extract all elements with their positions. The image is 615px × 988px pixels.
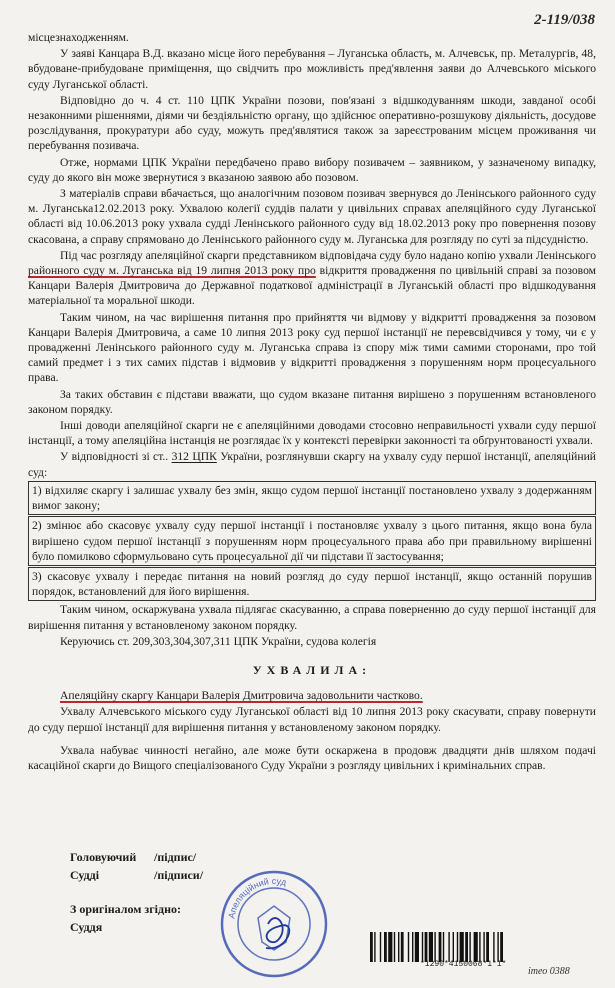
case-number: 2-119/038	[534, 12, 595, 28]
judge-label: Суддя	[70, 920, 103, 934]
option-box	[28, 516, 596, 566]
option-box	[28, 481, 596, 515]
underlined-span: 312 ЦПК	[171, 450, 217, 464]
certification-block	[70, 900, 181, 936]
paragraph: Таким чином, оскаржувана ухвала підлягає скасуванню, а справа поверненню до суду першої інстанції для вирішення питання у встановленому законом порядку.	[28, 603, 596, 632]
judges-signature: /підписи/	[154, 868, 204, 882]
signature-block	[70, 848, 203, 884]
paragraph-hearing	[28, 248, 596, 309]
red-underlined-span: Апеляційну скаргу Канцари Валерія Дмитровича задовольнити частково.	[60, 689, 423, 703]
signature-row	[70, 848, 203, 866]
text-span: Під час розгляду апеляційної скарги представником відповідача суду було надано копію ухвали Ленінського	[60, 248, 596, 262]
option-item: 1) відхиляє скаргу і залишає ухвалу без змін, якщо судом першої інстанції постановлено ухвалу з додержанням вимог закону;	[32, 483, 592, 513]
paragraph: місцезнаходженням.	[28, 31, 129, 44]
paragraph: Відповідно до ч. 4 ст. 110 ЦПК України позови, пов'язані з відшкодуванням шкоди, завданої особі незаконними рішеннями, діями чи бездіяльністю органу, що здійснює оперативно-розшукову діяльність, досудове розслідування, прокуратури або суду, можуть пред'являтися також за зареєстрованим місцем проживання чи перебування позивача.	[28, 93, 596, 153]
paragraph: Керуючись ст. 209,303,304,307,311 ЦПК України, судова колегія	[60, 634, 377, 648]
document-body	[28, 30, 596, 774]
text-span: У відповідності зі ст..	[60, 450, 172, 464]
paragraph: Таким чином, на час вирішення питання про прийняття чи відмову у відкритті провадження за позовом Канцари Валерія Дмитровича, а саме 10 липня 2013 року суд першої інстанції не перевсвідчився у тому, чи є у провадженні Ленінського районного суду м. Луганська справа із спору між тими самими сторонами, про той самий предмет і з тих самих підстав і відмовив у відкритті провадження з порушенням норм процесуального права.	[28, 310, 596, 385]
red-underlined-span: районного суду м. Луганська від 19 липня 2013 року про	[28, 264, 316, 278]
paragraph: Отже, нормами ЦПК України передбачено право вибору позивачем – заявником, у зазначеному випадку, суду до якого він може звернутися з вказаною заявою або позовом.	[28, 155, 596, 184]
presiding-label: Головуючий	[70, 850, 137, 864]
court-stamp-icon	[218, 868, 330, 980]
decision-paragraph: Ухвала набуває чинності негайно, але може бути оскаржена в продовж двадцяти днів шляхом подачі касаційної скарги до Вищого спеціалізованого Суду України з розгляду цивільних і кримінальних справ.	[28, 743, 596, 772]
decision-heading: УХВАЛИЛА:	[252, 662, 372, 677]
barcode-icon	[370, 932, 590, 962]
presiding-signature: /підпис/	[154, 850, 197, 864]
paragraph: За таких обставин є підстави вважати, що судом вказане питання вирішено з порушенням встановленого законом порядку.	[28, 387, 596, 416]
signature-row	[70, 866, 203, 884]
option-item: 2) змінює або скасовує ухвалу суду першої інстанції і постановляє ухвалу з цього питання, якщо вона була вирішено судом першої інстанції з порушенням норм процесуального права або при правильному вирішенні було помилково сформульовано суть процесуальної дії чи підстави її застосування;	[32, 519, 592, 563]
option-item: 3) скасовує ухвалу і передає питання на новий розгляд до суду першої інстанції, якщо останній порушив порядок, встановлений для його вирішення.	[32, 569, 592, 599]
paragraph-312	[28, 449, 596, 479]
paragraph: З матеріалів справи вбачається, що аналогічним позовом позивач звернувся до Ленінського районного суду м. Луганська12.02.2013 року. Ухвалою колегії суддів палати у цивільних справах апеляційного суду Луганської області від 10.06.2013 року ухвала судді Ленінського районного суду від 18.02.2013 року про повернення позову скасована, а справу спрямовано до Ленінського районного суду м. Луганська для розгляду по суті за підсудністю.	[28, 187, 596, 246]
handwritten-note: ітео 0388	[528, 966, 570, 977]
text-span: відкриття провадження по цивільній справі за позовом Канцари Валерія Дмитровича до Державної податкової адміністрації в Луганській області про відшкодування матеріальної та моральної шкоди.	[28, 264, 596, 308]
decision-paragraph: Ухвалу Алчевського міського суду Луганської області від 10 липня 2013 року скасувати, справу повернути до суду першої інстанції для вирішення питання у встановленому законом порядку.	[28, 705, 596, 734]
original-label: З оригіналом згідно:	[70, 902, 181, 916]
paragraph: У заяві Канцара В.Д. вказано місце його перебування – Луганська область, м. Алчевськ, пр. Металургів, 48, вбудоване-прибудоване приміщення, що свідчить про можливість пред'явлення заяви до Алчевського міського суду Луганської області.	[28, 47, 596, 91]
svg-text:Апеляційний суд: Апеляційний суд	[226, 875, 288, 920]
text-span: України, розглянувши скаргу на ухвалу суду першої інстанції, апеляційний суд:	[28, 450, 596, 479]
judges-label: Судді	[70, 868, 100, 882]
option-box	[28, 567, 596, 601]
barcode-number: *1290*4150068*1*1*	[420, 960, 507, 969]
decision-paragraph	[28, 688, 596, 703]
paragraph: Інші доводи апеляційної скарги не є апеляційними доводами стосовно неправильності ухвали суду першої інстанції, а тому апеляційна інстанція не розглядає їх у контексті перевірки законності та обґрунтованості ухвали.	[28, 419, 596, 448]
